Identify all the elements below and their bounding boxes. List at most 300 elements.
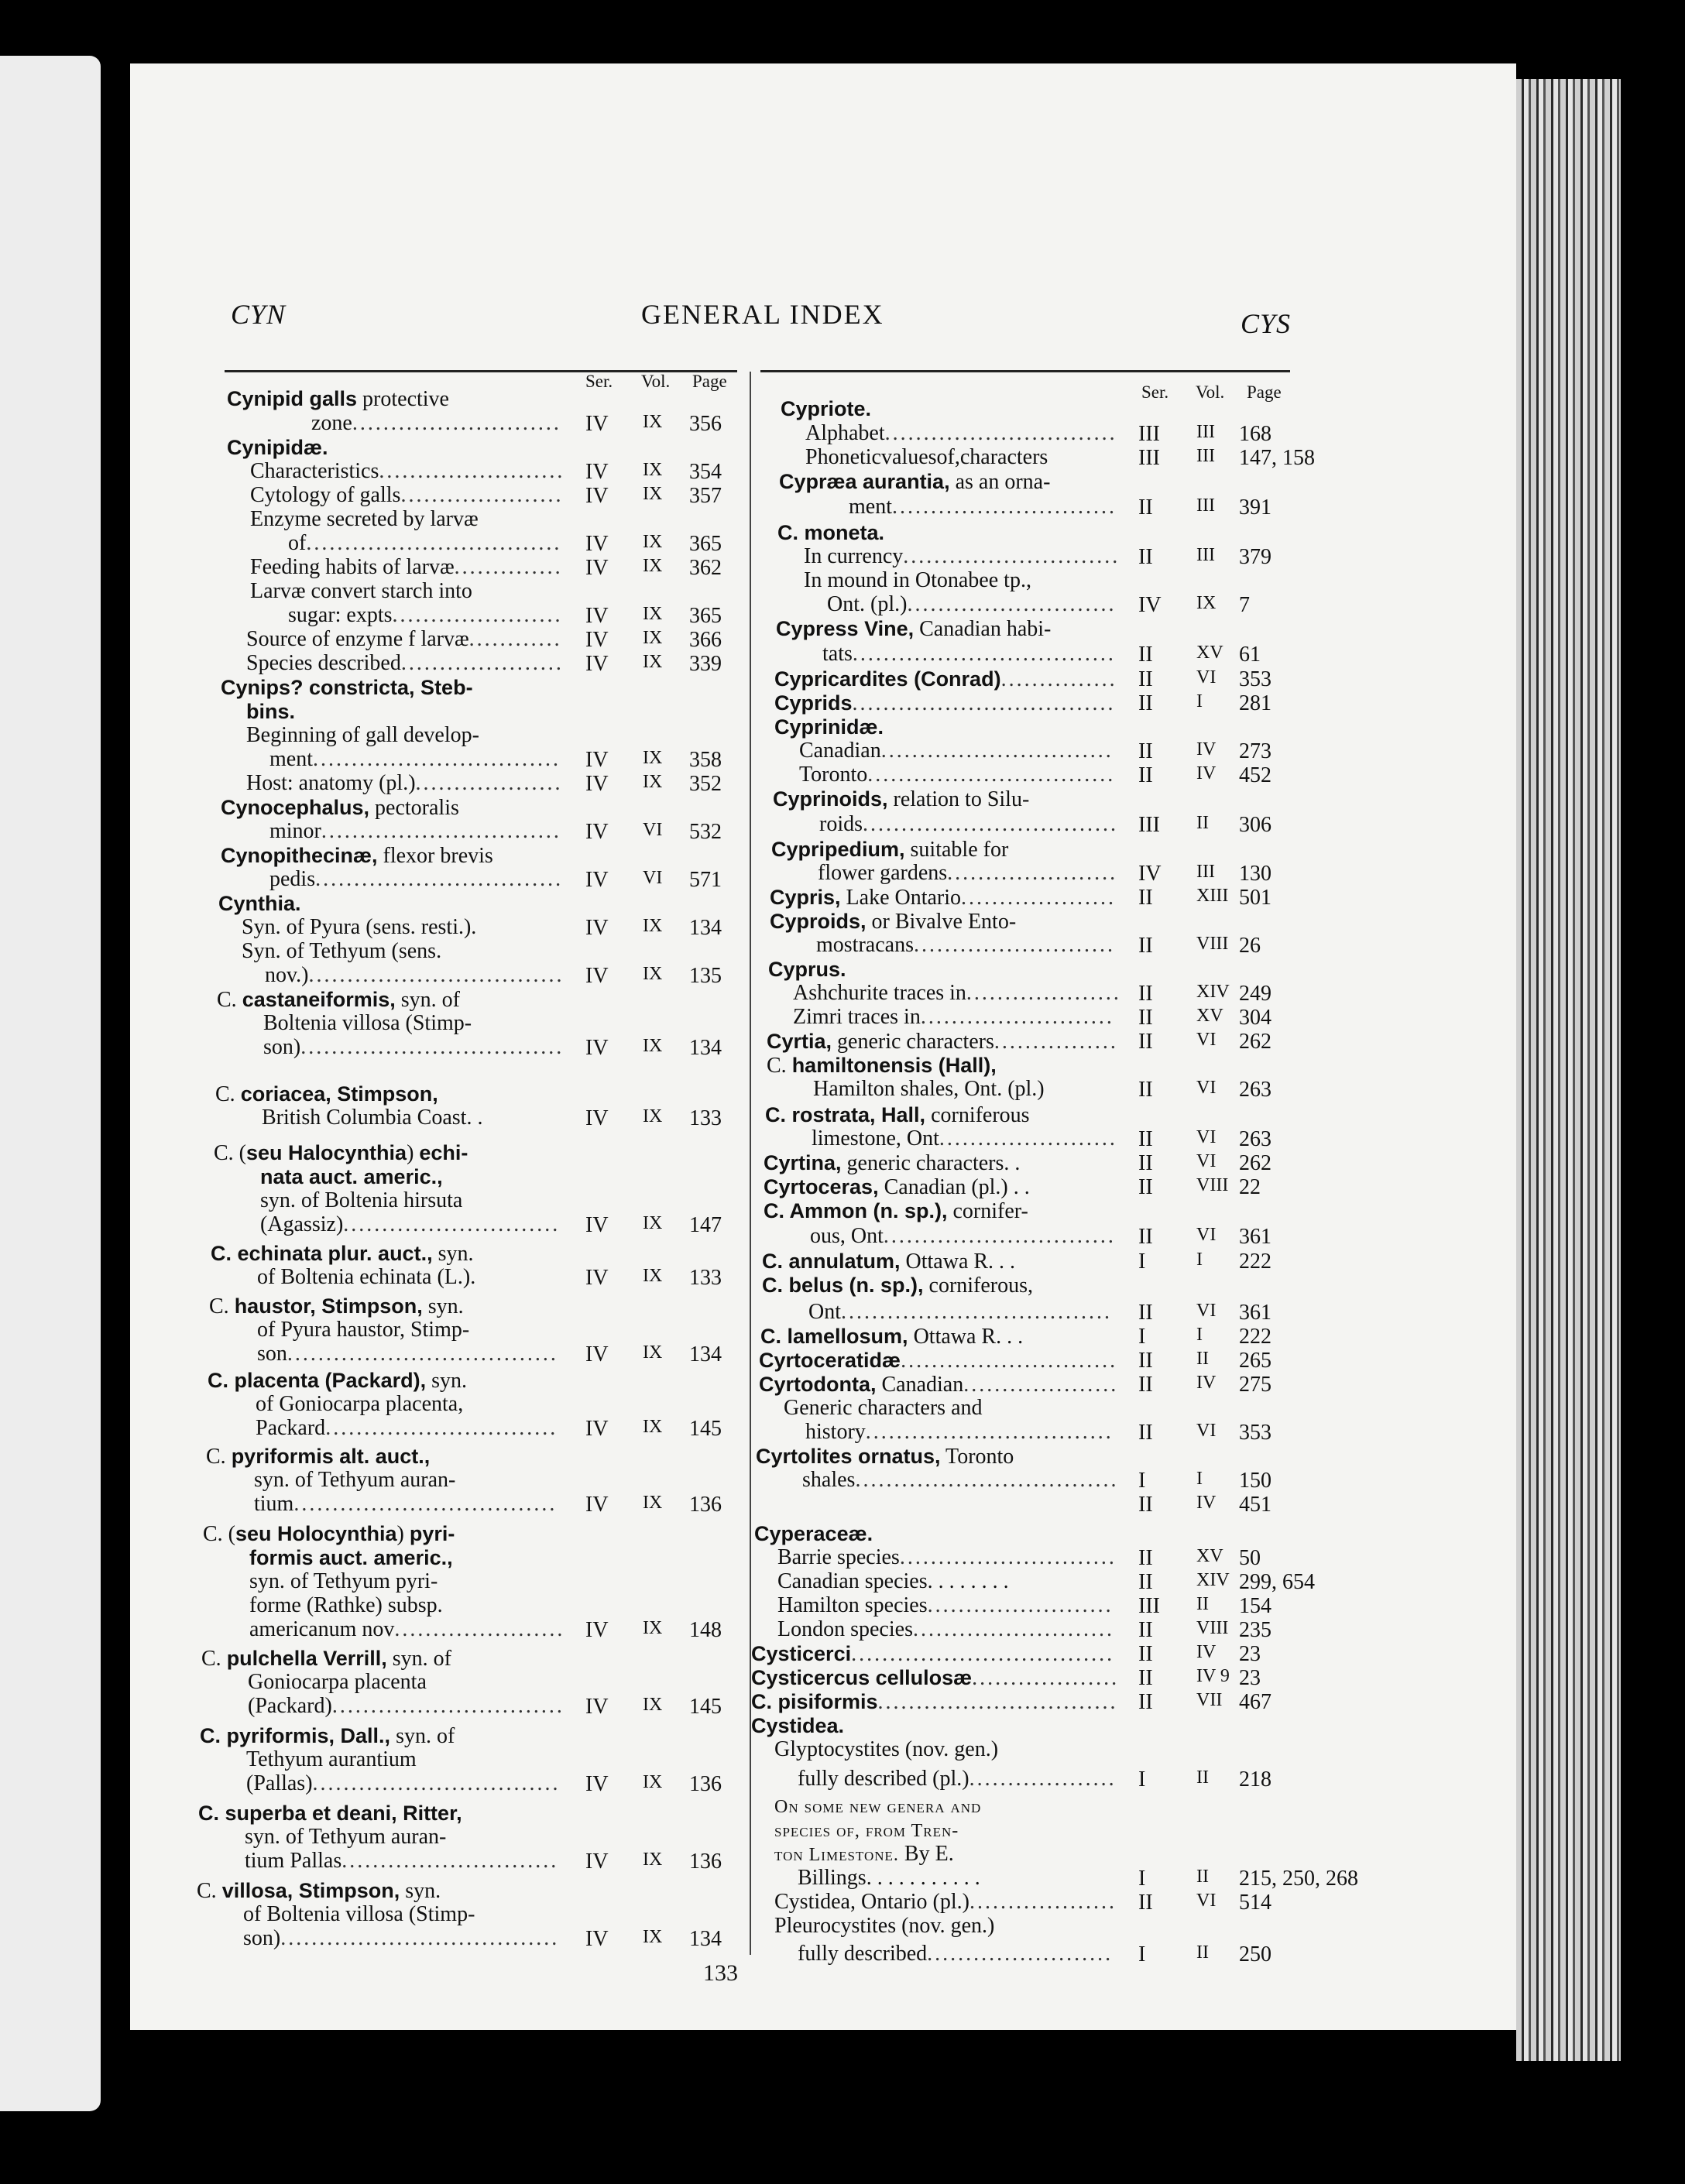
entry-subtext: C. ( [214,1141,246,1165]
page-number-cell: 353 [1239,667,1271,691]
series-cell: IV [585,1850,609,1874]
entry-subtext: Canadian [876,1373,964,1397]
index-entry [774,1819,959,1843]
series-cell: IV [585,1417,609,1441]
entry-text [767,1054,997,1078]
entry-subtext: Glyptocystites (nov. gen.) [774,1737,999,1761]
page-number-cell: 379 [1239,545,1271,569]
entry-heading: seu Holocynthia [235,1522,397,1545]
leader-dots: ............................... [321,819,561,843]
leader-dots: ................... [969,1767,1117,1791]
index-entry [260,1213,560,1236]
entry-title-smallcaps: On some new genera and [774,1797,982,1817]
leader-dots: .................................. [855,1468,1119,1492]
index-entry [762,1250,1015,1274]
series-cell: IV [585,772,609,796]
index-entry [781,397,871,421]
volume-cell: IX [643,460,663,480]
page-number-cell: 354 [689,460,722,484]
series-cell: II [1138,1127,1153,1151]
volume-cell: IX [643,1927,663,1947]
leader-dots: ................................. [306,531,562,555]
entry-text [774,1915,994,1938]
leader-dots: ................ [993,1030,1118,1054]
entry-heading: C. pisiformis [751,1690,878,1713]
entry-subtext: Cystidea, Ontario (pl.) [774,1890,969,1914]
left-col-header-vol: Vol. [641,372,671,391]
index-entry [754,1522,873,1546]
series-cell: II [1138,545,1153,569]
entry-subtext: Boltenia villosa (Stimp- [263,1011,472,1035]
entry-heading: Cyprinoids, [773,787,888,811]
index-entry [770,910,1016,934]
leader-dots: .................................. [852,642,1116,666]
index-entry [311,412,561,435]
entry-text [262,1106,482,1130]
index-entry [263,1036,564,1059]
volume-cell: I [1196,1469,1203,1489]
volume-cell: IX [643,916,663,936]
page-number-cell: 130 [1239,862,1271,886]
entry-text [203,1522,455,1546]
entry-subtext: generic characters [832,1030,994,1054]
index-entry [256,1417,558,1440]
entry-text [214,1141,468,1165]
page-number-cell: 366 [689,628,722,652]
page-number-cell: 304 [1239,1006,1271,1030]
series-cell: I [1138,1325,1146,1349]
leader-dots: .................................. [293,1492,558,1516]
index-entry [759,1373,1118,1397]
entry-text [257,1266,475,1289]
entry-text [777,1618,913,1641]
index-entry [776,617,1051,641]
page-number-cell: 262 [1239,1151,1271,1175]
index-entry [767,1054,997,1078]
index-entry [200,1724,455,1748]
series-cell: II [1138,763,1153,787]
entry-subtext: corniferous [925,1103,1030,1127]
entry-text [269,748,313,771]
entry-heading: Cypress Vine, [776,617,915,640]
volume-cell: VIII [1196,1618,1229,1638]
leader-dots: ....................... [939,1126,1117,1150]
index-entry [257,1266,475,1289]
index-entry [221,796,459,820]
series-cell: II [1138,1151,1153,1175]
volume-cell: VI [1196,1301,1217,1321]
entry-title-smallcaps: ton Limestone. [774,1845,899,1865]
page-number-cell: 532 [689,820,722,844]
page-number-cell: 136 [689,1493,722,1517]
entry-text [751,1666,972,1690]
series-cell: IV [585,556,609,580]
leader-dots: ...................... [947,861,1118,885]
entry-subtext: tats [822,642,853,666]
index-entry [774,691,1116,715]
entry-subtext: In mound in Otonabee tp., [804,568,1031,592]
index-entry [799,763,1115,787]
entry-subtext: Syn. of Tethyum (sens. [242,939,442,963]
index-entry [802,1469,1118,1492]
entry-heading: Cyprus. [768,958,846,981]
entry-subtext: Ont. (pl.) [827,592,908,616]
entry-subtext: Beginning of gall develop- [246,723,479,747]
entry-subtext: minor [269,819,321,843]
page-number-cell: 218 [1239,1767,1271,1791]
volume-cell: III [1196,446,1215,466]
entry-subtext: Cytology of galls [250,483,401,507]
volume-cell: IX [643,1417,663,1437]
entry-text [197,1879,441,1903]
leader-dots: ............................. [892,495,1117,519]
entry-heading: pulchella Verrill, [226,1647,387,1670]
entry-heading: Cynopithecinæ, [221,844,378,867]
volume-cell: II [1196,1349,1209,1369]
page-number-cell: 263 [1239,1127,1271,1151]
entry-subtext: of Pyura haustor, Stimp- [257,1318,470,1342]
page-number-cell: 391 [1239,495,1271,519]
entry-text [206,1445,430,1469]
entry-subtext: British Columbia Coast. . [262,1106,483,1130]
entry-text [784,1397,983,1420]
index-entry [751,1642,1114,1666]
volume-cell: II [1196,1942,1209,1963]
series-cell: IV [585,1213,609,1237]
entry-text [243,1903,475,1926]
entry-subtext: Canadian (pl.) . . [878,1175,1030,1199]
entry-text [779,470,1050,494]
entry-heading: Cyprinidæ. [774,715,884,739]
page-number-cell: 263 [1239,1078,1271,1102]
entry-text [819,813,863,836]
volume-cell: IV 9 [1196,1666,1230,1686]
entry-subtext: Generic characters and [784,1396,983,1420]
entry-text [774,691,853,715]
entry-subtext: By E. [898,1842,954,1866]
index-entry [260,1189,462,1212]
leader-dots: ............................ [903,544,1120,568]
entry-heading: Cyrtodonta, [759,1373,877,1396]
entry-subtext: suitable for [904,838,1009,862]
entry-text [774,1738,998,1761]
entry-subtext: Zimri traces in [793,1005,921,1029]
entry-subtext: Feeding habits of larvæ [250,555,455,579]
index-entry [221,676,473,700]
page-number-cell: 135 [689,964,722,988]
page-number-cell: 365 [689,532,722,556]
entry-text [777,521,884,545]
index-entry [777,1594,1114,1617]
entry-text [217,988,460,1012]
entry-text [771,838,1008,862]
entry-subtext: C. [215,1082,241,1106]
entry-text [764,1175,1030,1199]
page-number-cell: 353 [1239,1421,1271,1445]
leader-dots: ................................ [865,1420,1114,1444]
index-entry [242,940,441,963]
entry-text [799,739,881,763]
entry-subtext: (Agassiz) [260,1212,344,1236]
entry-text [751,1714,844,1738]
leader-dots: .............. [454,555,563,579]
series-cell: II [1138,1618,1153,1642]
index-entry [249,1594,443,1617]
leader-dots: .................... [961,886,1117,910]
volume-cell: IX [643,772,663,792]
entry-heading: C. rostrata, Hall, [765,1103,926,1126]
entry-text [288,604,393,627]
entry-subtext: Hamilton species [777,1593,928,1617]
entry-subtext: as an orna- [949,470,1051,494]
index-entry [777,1618,1114,1641]
entry-text [246,1748,417,1771]
entry-heading: pyri- [409,1522,455,1545]
entry-subtext: C. [767,1054,792,1078]
index-entry [798,1867,980,1890]
entry-subtext: roids [819,812,863,836]
index-entry [227,436,328,460]
index-entry [269,868,563,891]
entry-heading: Cynipidæ. [227,436,328,459]
index-entry [774,1843,954,1867]
entry-text [221,676,473,700]
entry-text [246,652,401,675]
index-entry [777,1546,1117,1569]
series-cell: II [1138,1078,1153,1102]
index-entry [250,460,565,483]
entry-subtext: Syn. of Pyura (sens. resti.). [242,915,477,939]
leader-dots: .......................... [913,933,1115,957]
index-entry [269,748,561,771]
entry-heading: hamiltonensis (Hall), [791,1054,997,1077]
entry-text [774,1819,959,1843]
entry-text [227,436,328,460]
series-cell: IV [585,652,609,676]
page-number-cell: 281 [1239,691,1271,715]
entry-subtext: In currency [804,544,904,568]
entry-subtext: sugar: expts [288,603,393,627]
index-entry [246,1772,561,1795]
page-number-cell: 275 [1239,1373,1271,1397]
leader-dots: ................................... [287,1342,558,1366]
series-cell: III [1138,813,1160,837]
entry-subtext: ous, Ont [810,1224,884,1248]
left-col-header-ser: Ser. [585,372,613,391]
entry-heading: C. annulatum, [762,1250,901,1273]
entry-text [802,1469,855,1492]
series-cell: IV [585,1266,609,1290]
leader-dots: ............................ [899,1545,1117,1569]
entry-text [751,1642,851,1666]
entry-text [777,1546,900,1569]
entry-heading: Cyrtoceras, [764,1175,879,1198]
entry-heading: Cyrtolites ornatus, [756,1445,941,1468]
leader-dots: .......................... [912,1617,1114,1641]
volume-cell: II [1196,1867,1209,1887]
volume-cell: IV [1196,739,1217,759]
index-entry [804,545,1120,568]
entry-text [265,964,309,987]
volume-cell: IX [643,1342,663,1363]
entry-text [827,593,907,616]
entry-subtext: protective [357,387,449,411]
series-cell: IV [585,748,609,772]
entry-text [810,1225,884,1248]
entry-text [256,1417,325,1440]
page-number-cell: 514 [1239,1891,1271,1915]
index-entry [288,532,561,555]
entry-subtext: C. [197,1879,222,1903]
entry-text [248,1695,332,1718]
entry-text [818,862,947,885]
entry-subtext: C. [206,1445,232,1469]
entry-subtext: son [257,1342,287,1366]
series-cell: II [1138,1006,1153,1030]
entry-subtext: Toronto [940,1445,1014,1469]
entry-subtext: ) [407,1141,420,1165]
series-cell: I [1138,1469,1146,1493]
page-number-cell: 250 [1239,1942,1271,1966]
entry-subtext: Enzyme secreted by larvæ [250,507,479,531]
entry-subtext: ment [269,747,313,771]
entry-subtext: syn. of [390,1724,455,1748]
entry-subtext: forme (Rathke) subsp. [249,1593,443,1617]
volume-cell: II [1196,1594,1209,1614]
entry-text [242,916,476,939]
entry-text [812,1127,939,1150]
volume-cell: VII [1196,1690,1223,1710]
right-col-header-vol: Vol. [1196,382,1225,402]
leader-dots: ........................... [907,592,1117,616]
page-number-cell: 145 [689,1695,722,1719]
entry-text [805,422,885,445]
volume-cell: VI [1196,667,1217,687]
entry-text [254,1493,293,1516]
volume-cell: VI [1196,1225,1217,1245]
entry-text [759,1349,901,1373]
series-cell: IV [1138,862,1162,886]
entry-text [774,1891,969,1914]
index-entry [827,593,1116,616]
entry-subtext: son) [243,1926,281,1950]
page-number-cell: 134 [689,1342,722,1366]
entry-text [798,1867,980,1890]
entry-subtext: syn. [432,1242,474,1266]
volume-cell: VI [1196,1151,1217,1171]
entry-subtext: Billings. . . . . . . . . . . [798,1866,980,1890]
series-cell: II [1138,643,1153,667]
page-number-cell: 133 [689,1106,722,1130]
series-cell: I [1138,1867,1146,1891]
leader-dots: ................................ [313,747,561,771]
page-number-cell: 339 [689,652,722,676]
index-entry [260,1165,443,1189]
volume-cell: VI [1196,1127,1217,1147]
entry-subtext: Pleurocystites (nov. gen.) [774,1914,995,1938]
index-entry [242,916,476,939]
entry-text [765,1103,1030,1127]
entry-heading: Cyproids, [770,910,867,933]
entry-text [198,1802,462,1826]
volume-cell: IX [643,748,663,768]
series-cell: II [1138,667,1153,691]
page-number-cell: 168 [1239,422,1271,446]
entry-subtext: Canadian species. . . . . . . . [777,1569,1009,1593]
adjacent-page-edge [0,56,101,2111]
volume-cell: I [1196,691,1203,711]
series-cell: IV [585,868,609,892]
entry-text [777,1594,928,1617]
index-entry [243,1927,559,1950]
index-entry [774,1795,981,1819]
volume-cell: VI [1196,1078,1217,1098]
entry-subtext: Ottawa R. . . [900,1250,1016,1274]
index-entry [816,934,1115,957]
leader-dots: .................... [963,1373,1119,1397]
index-entry [799,739,1114,763]
entry-text [799,763,867,787]
series-cell: I [1138,1767,1146,1791]
index-entry [201,1647,451,1671]
leader-dots: .................................. [300,1035,565,1059]
entry-text [793,1006,921,1029]
index-entry [779,470,1050,494]
entry-subtext: nov.) [265,963,309,987]
entry-subtext: syn. of Boltenia hirsuta [260,1188,463,1212]
entry-text [201,1647,451,1671]
page-number-cell: 357 [689,484,722,508]
series-cell: IV [585,1618,609,1642]
volume-cell: III [1196,862,1215,882]
index-entry [762,1274,1033,1298]
page-number-cell: 362 [689,556,722,580]
entry-subtext: ment [849,495,892,519]
entry-text [242,940,441,963]
entry-heading: bins. [246,700,296,723]
leader-dots: ...................... [392,603,563,627]
entry-heading: Cypræa aurantia, [779,470,950,493]
entry-text [263,1036,300,1059]
leader-dots: .............................. [884,421,1117,445]
series-cell: II [1138,1891,1153,1915]
volume-cell: IV [1196,763,1217,783]
index-entry [784,1397,983,1420]
series-cell: I [1138,1942,1146,1966]
index-entry [751,1690,1118,1714]
volume-cell: IX [643,1493,663,1513]
entry-subtext: history [805,1420,866,1444]
leader-dots: .............................. [880,739,1114,763]
entry-subtext: zone [311,411,352,435]
series-cell: IV [585,820,609,844]
volume-cell: III [1196,545,1215,565]
index-entry [249,1618,565,1641]
entry-subtext: fully described [798,1942,928,1966]
entry-text [798,1767,969,1791]
series-cell: IV [585,1772,609,1796]
entry-text [215,1082,438,1106]
entry-text [260,1213,343,1236]
entry-heading: seu Halocynthia [246,1141,407,1164]
entry-subtext: or Bivalve Ento- [866,910,1017,934]
page-number-cell: 134 [689,1036,722,1060]
index-entry [254,1493,557,1516]
leader-dots: ................... [415,771,563,795]
volume-cell: IV [1196,1493,1217,1513]
entry-subtext: Phoneticvaluesof,characters [805,445,1048,469]
volume-cell: XV [1196,1546,1223,1566]
